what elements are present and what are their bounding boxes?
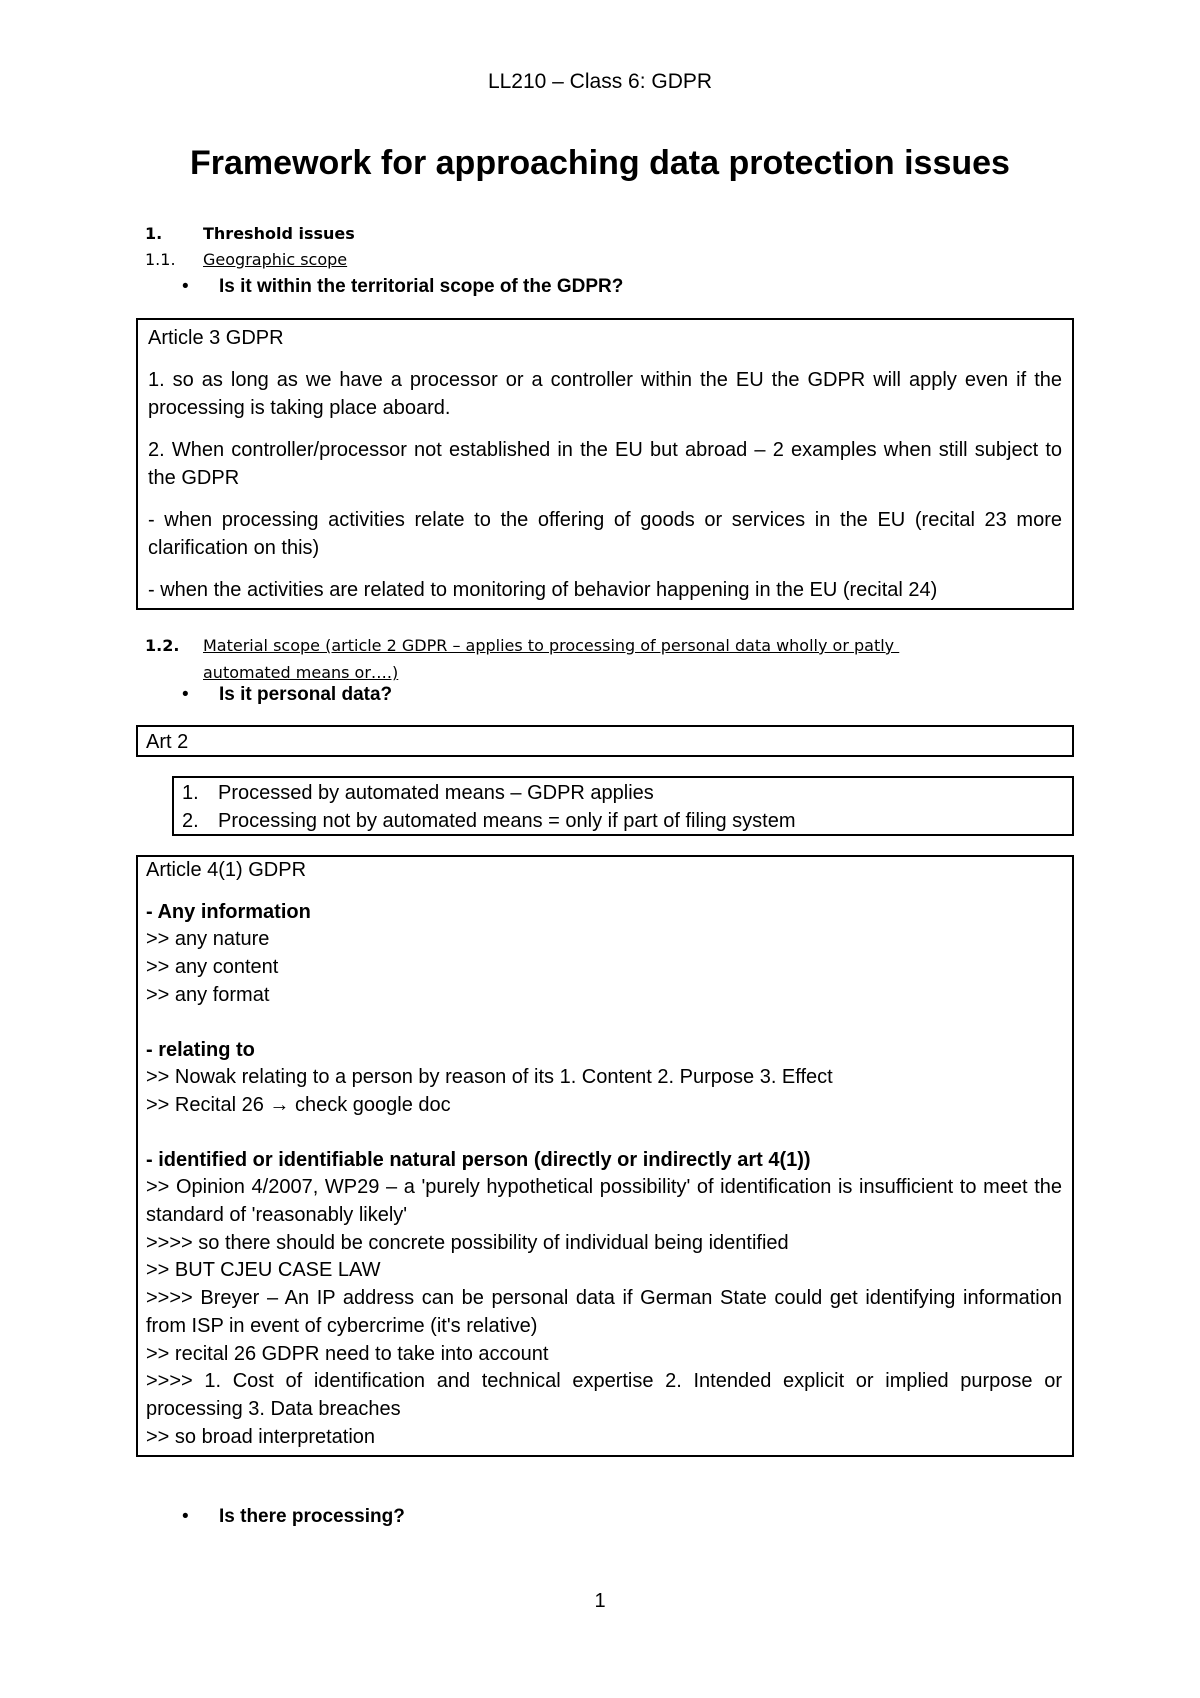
any-content: >> any content xyxy=(146,956,279,979)
art-2-box xyxy=(136,725,1074,757)
concrete-possibility-note: >>>> so there should be concrete possibility of individual being identified xyxy=(146,1231,789,1254)
section-1-1-label: Geographic scope xyxy=(203,250,348,269)
arrow-right-icon: → xyxy=(269,1093,290,1116)
section-1-2-heading xyxy=(145,632,1045,686)
question-personal-data: Is it personal data? xyxy=(219,684,393,705)
list-item-number: 1. xyxy=(182,782,199,804)
bullet-icon: • xyxy=(182,276,189,297)
any-nature: >> any nature xyxy=(146,928,270,951)
nowak-note: >> Nowak relating to a person by reason of its 1. Content 2. Purpose 3. Effect xyxy=(146,1066,833,1089)
bullet-question-processing xyxy=(0,1506,1200,1532)
section-1-1-heading xyxy=(145,250,1045,274)
any-information-heading: - Any information xyxy=(146,900,311,923)
recital-26-note xyxy=(146,1092,1062,1120)
section-1-label: Threshold issues xyxy=(203,224,355,243)
question-territorial-scope: Is it within the territorial scope of the GDPR? xyxy=(219,276,624,297)
relating-to-heading: - relating to xyxy=(146,1038,255,1061)
list-item-text: Processing not by automated means = only if part of filing system xyxy=(218,810,796,832)
article-3-example-2: - when the activities are related to monitoring of behavior happening in the EU (recital 24) xyxy=(148,579,938,601)
identification-factors-note: >>>> 1. Cost of identification and technical expertise 2. Intended explicit or implied purpose or processing 3. Data breaches xyxy=(146,1370,1062,1420)
page-number: 1 xyxy=(594,1590,606,1612)
bullet-icon: • xyxy=(182,684,189,705)
article-4-1-heading: Article 4(1) GDPR xyxy=(146,859,307,881)
broad-interpretation-note: >> so broad interpretation xyxy=(146,1425,376,1448)
section-1-heading xyxy=(145,224,1045,248)
article-4-1-box xyxy=(136,855,1074,1457)
section-1-2-number: 1.2. xyxy=(145,636,180,655)
art-2-label: Art 2 xyxy=(146,731,189,753)
page-header: LL210 – Class 6: GDPR xyxy=(487,70,713,93)
article-3-example-1: - when processing activities relate to the offering of goods or services in the EU (recital 23 more clarification on this) xyxy=(148,509,1062,559)
section-1-2-label-line-2: automated means or….) xyxy=(203,663,399,682)
bullet-question-territorial xyxy=(0,276,1200,302)
article-3-box xyxy=(136,318,1074,610)
recital-26-text: >> Recital 26 xyxy=(146,1093,270,1116)
article-3-point-2: 2. When controller/processor not established in the EU but abroad – 2 examples when still subject to the GDPR xyxy=(148,439,1062,489)
art-2-list-box xyxy=(172,776,1074,836)
article-3-point-1: 1. so as long as we have a processor or a controller within the EU the GDPR will apply even if the processing is taking place aboard. xyxy=(148,369,1062,419)
identified-person-heading: - identified or identifiable natural person (directly or indirectly art 4(1)) xyxy=(146,1148,811,1171)
opinion-note: >> Opinion 4/2007, WP29 – a 'purely hypothetical possibility' of identification is insufficient to meet the standard of 'reasonably likely' xyxy=(146,1176,1062,1227)
list-item-text: Processed by automated means – GDPR applies xyxy=(218,782,654,804)
section-1-2-label-line-1: Material scope (article 2 GDPR – applies to processing of personal data wholly or patly xyxy=(203,636,900,655)
cjeu-case-law-note: >> BUT CJEU CASE LAW xyxy=(146,1259,381,1282)
list-item xyxy=(174,807,1072,835)
bullet-icon: • xyxy=(182,1506,189,1527)
question-processing: Is there processing? xyxy=(219,1506,405,1527)
page-title: Framework for approaching data protection issues xyxy=(190,144,1010,182)
article-3-heading: Article 3 GDPR xyxy=(148,327,284,349)
list-item xyxy=(174,779,1072,807)
breyer-note: >>>> Breyer – An IP address can be personal data if German State could get identifying information from ISP in event of cybercrime (it's relative) xyxy=(146,1287,1062,1337)
section-1-number: 1. xyxy=(145,224,163,243)
any-format: >> any format xyxy=(146,983,270,1006)
list-item-number: 2. xyxy=(182,810,199,832)
recital-26-gdpr-note: >> recital 26 GDPR need to take into account xyxy=(146,1342,549,1365)
section-1-1-number: 1.1. xyxy=(145,250,176,269)
bullet-question-personal-data xyxy=(0,684,1200,710)
recital-26-link-text: check google doc xyxy=(289,1093,451,1116)
